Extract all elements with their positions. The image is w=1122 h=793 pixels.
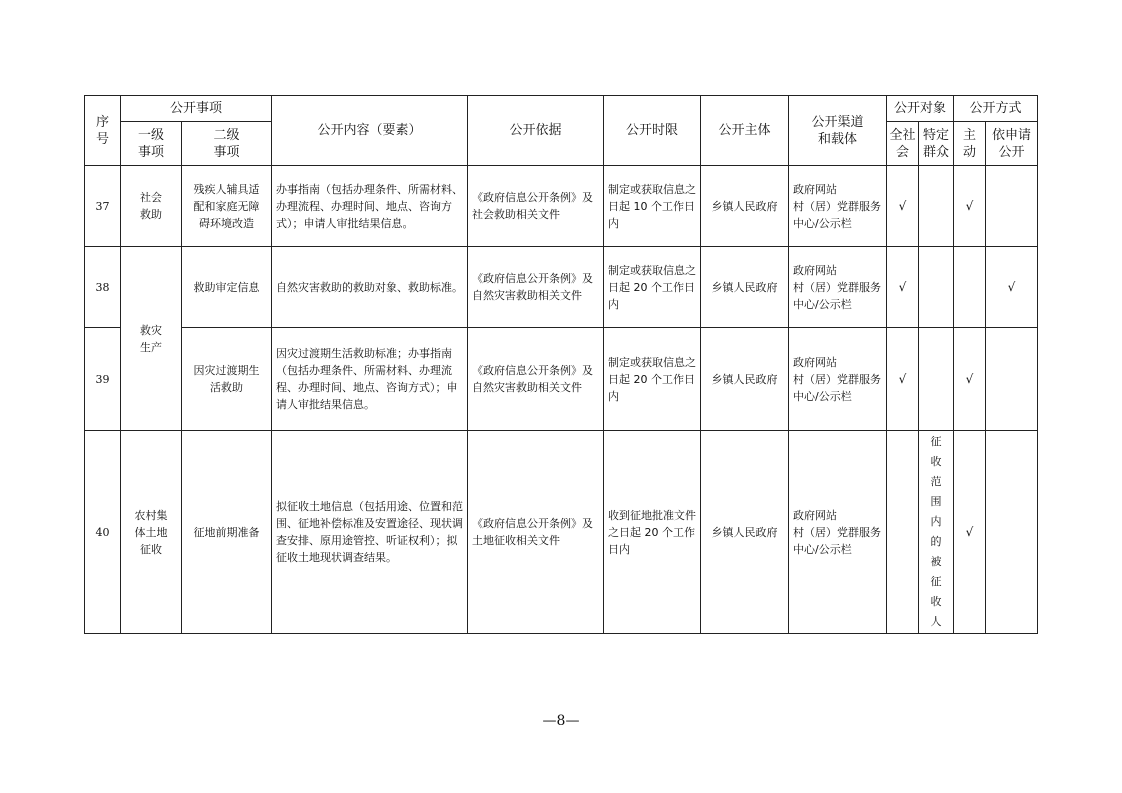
row-subject: 乡镇人民政府 bbox=[701, 247, 789, 328]
row-on-request-check bbox=[986, 166, 1038, 247]
table-row bbox=[85, 247, 1038, 328]
header-audience: 公开对象 bbox=[887, 96, 954, 122]
disclosure-table bbox=[84, 95, 1038, 634]
row-level1: 农村集 体土地 征收 bbox=[121, 431, 182, 634]
row-active-check: √ bbox=[954, 431, 986, 634]
page-number: —8— bbox=[542, 713, 580, 729]
row-all-society-check: √ bbox=[887, 247, 919, 328]
row-basis: 《政府信息公开条例》及自然灾害救助相关文件 bbox=[468, 247, 604, 328]
table-row bbox=[85, 431, 1038, 634]
header-subject: 公开主体 bbox=[701, 96, 789, 166]
row-subject: 乡镇人民政府 bbox=[701, 431, 789, 634]
row-basis: 《政府信息公开条例》及自然灾害救助相关文件 bbox=[468, 328, 604, 431]
row-content: 办事指南（包括办理条件、所需材料、办理流程、办理时间、地点、咨询方式）；申请人审批结果信息。 bbox=[272, 166, 468, 247]
header-time-limit: 公开时限 bbox=[604, 96, 701, 166]
row-content: 拟征收土地信息（包括用途、位置和范围、征地补偿标准及安置途径、现状调查安排、原用途管控、听证权利）；拟征收土地现状调查结果。 bbox=[272, 431, 468, 634]
header-row-1 bbox=[85, 96, 1038, 122]
row-basis: 《政府信息公开条例》及社会救助相关文件 bbox=[468, 166, 604, 247]
header-channel: 公开渠道 和载体 bbox=[789, 96, 887, 166]
row-active-check bbox=[954, 247, 986, 328]
row-time-limit: 收到征地批准文件之日起 20 个工作日内 bbox=[604, 431, 701, 634]
header-all-society: 全社 会 bbox=[887, 122, 919, 166]
header-level2: 二级 事项 bbox=[182, 122, 272, 166]
header-basis: 公开依据 bbox=[468, 96, 604, 166]
row-all-society-check bbox=[887, 431, 919, 634]
row-channel: 政府网站 村（居）党群服务中心/公示栏 bbox=[789, 247, 887, 328]
row-active-check: √ bbox=[954, 166, 986, 247]
row-all-society-check: √ bbox=[887, 328, 919, 431]
row-basis: 《政府信息公开条例》及土地征收相关文件 bbox=[468, 431, 604, 634]
row-active-check: √ bbox=[954, 328, 986, 431]
row-seq: 40 bbox=[85, 431, 121, 634]
row-subject: 乡镇人民政府 bbox=[701, 328, 789, 431]
row-seq: 37 bbox=[85, 166, 121, 247]
row-on-request-check bbox=[986, 328, 1038, 431]
row-seq: 38 bbox=[85, 247, 121, 328]
header-level1: 一级 事项 bbox=[121, 122, 182, 166]
row-level2: 救助审定信息 bbox=[182, 247, 272, 328]
row-level2: 征地前期准备 bbox=[182, 431, 272, 634]
row-seq: 39 bbox=[85, 328, 121, 431]
row-all-society-check: √ bbox=[887, 166, 919, 247]
header-content: 公开内容（要素） bbox=[272, 96, 468, 166]
row-specific-group: 征 收 范 围 内 的 被 征 收 人 bbox=[919, 431, 954, 634]
row-time-limit: 制定或获取信息之日起 10 个工作日内 bbox=[604, 166, 701, 247]
row-channel: 政府网站 村（居）党群服务中心/公示栏 bbox=[789, 166, 887, 247]
row-content: 因灾过渡期生活救助标准；办事指南（包括办理条件、所需材料、办理流程、办理时间、地点、咨询方式）；申请人审批结果信息。 bbox=[272, 328, 468, 431]
header-active: 主 动 bbox=[954, 122, 986, 166]
header-method: 公开方式 bbox=[954, 96, 1038, 122]
row-on-request-check bbox=[986, 431, 1038, 634]
row-specific-group bbox=[919, 166, 954, 247]
header-specific-group: 特定 群众 bbox=[919, 122, 954, 166]
row-level2: 残疾人辅具适 配和家庭无障 碍环境改造 bbox=[182, 166, 272, 247]
header-seq: 序 号 bbox=[85, 96, 121, 166]
row-time-limit: 制定或获取信息之日起 20 个工作日内 bbox=[604, 247, 701, 328]
row-specific-group bbox=[919, 247, 954, 328]
row-content: 自然灾害救助的救助对象、救助标准。 bbox=[272, 247, 468, 328]
header-items: 公开事项 bbox=[121, 96, 272, 122]
row-level2: 因灾过渡期生 活救助 bbox=[182, 328, 272, 431]
row-time-limit: 制定或获取信息之日起 20 个工作日内 bbox=[604, 328, 701, 431]
table-row bbox=[85, 328, 1038, 431]
row-specific-group bbox=[919, 328, 954, 431]
row-channel: 政府网站 村（居）党群服务中心/公示栏 bbox=[789, 431, 887, 634]
row-on-request-check: √ bbox=[986, 247, 1038, 328]
header-on-request: 依申请 公开 bbox=[986, 122, 1038, 166]
row-channel: 政府网站 村（居）党群服务中心/公示栏 bbox=[789, 328, 887, 431]
row-subject: 乡镇人民政府 bbox=[701, 166, 789, 247]
row-level1-merged: 救灾 生产 bbox=[121, 247, 182, 431]
row-level1: 社会 救助 bbox=[121, 166, 182, 247]
table-row bbox=[85, 166, 1038, 247]
